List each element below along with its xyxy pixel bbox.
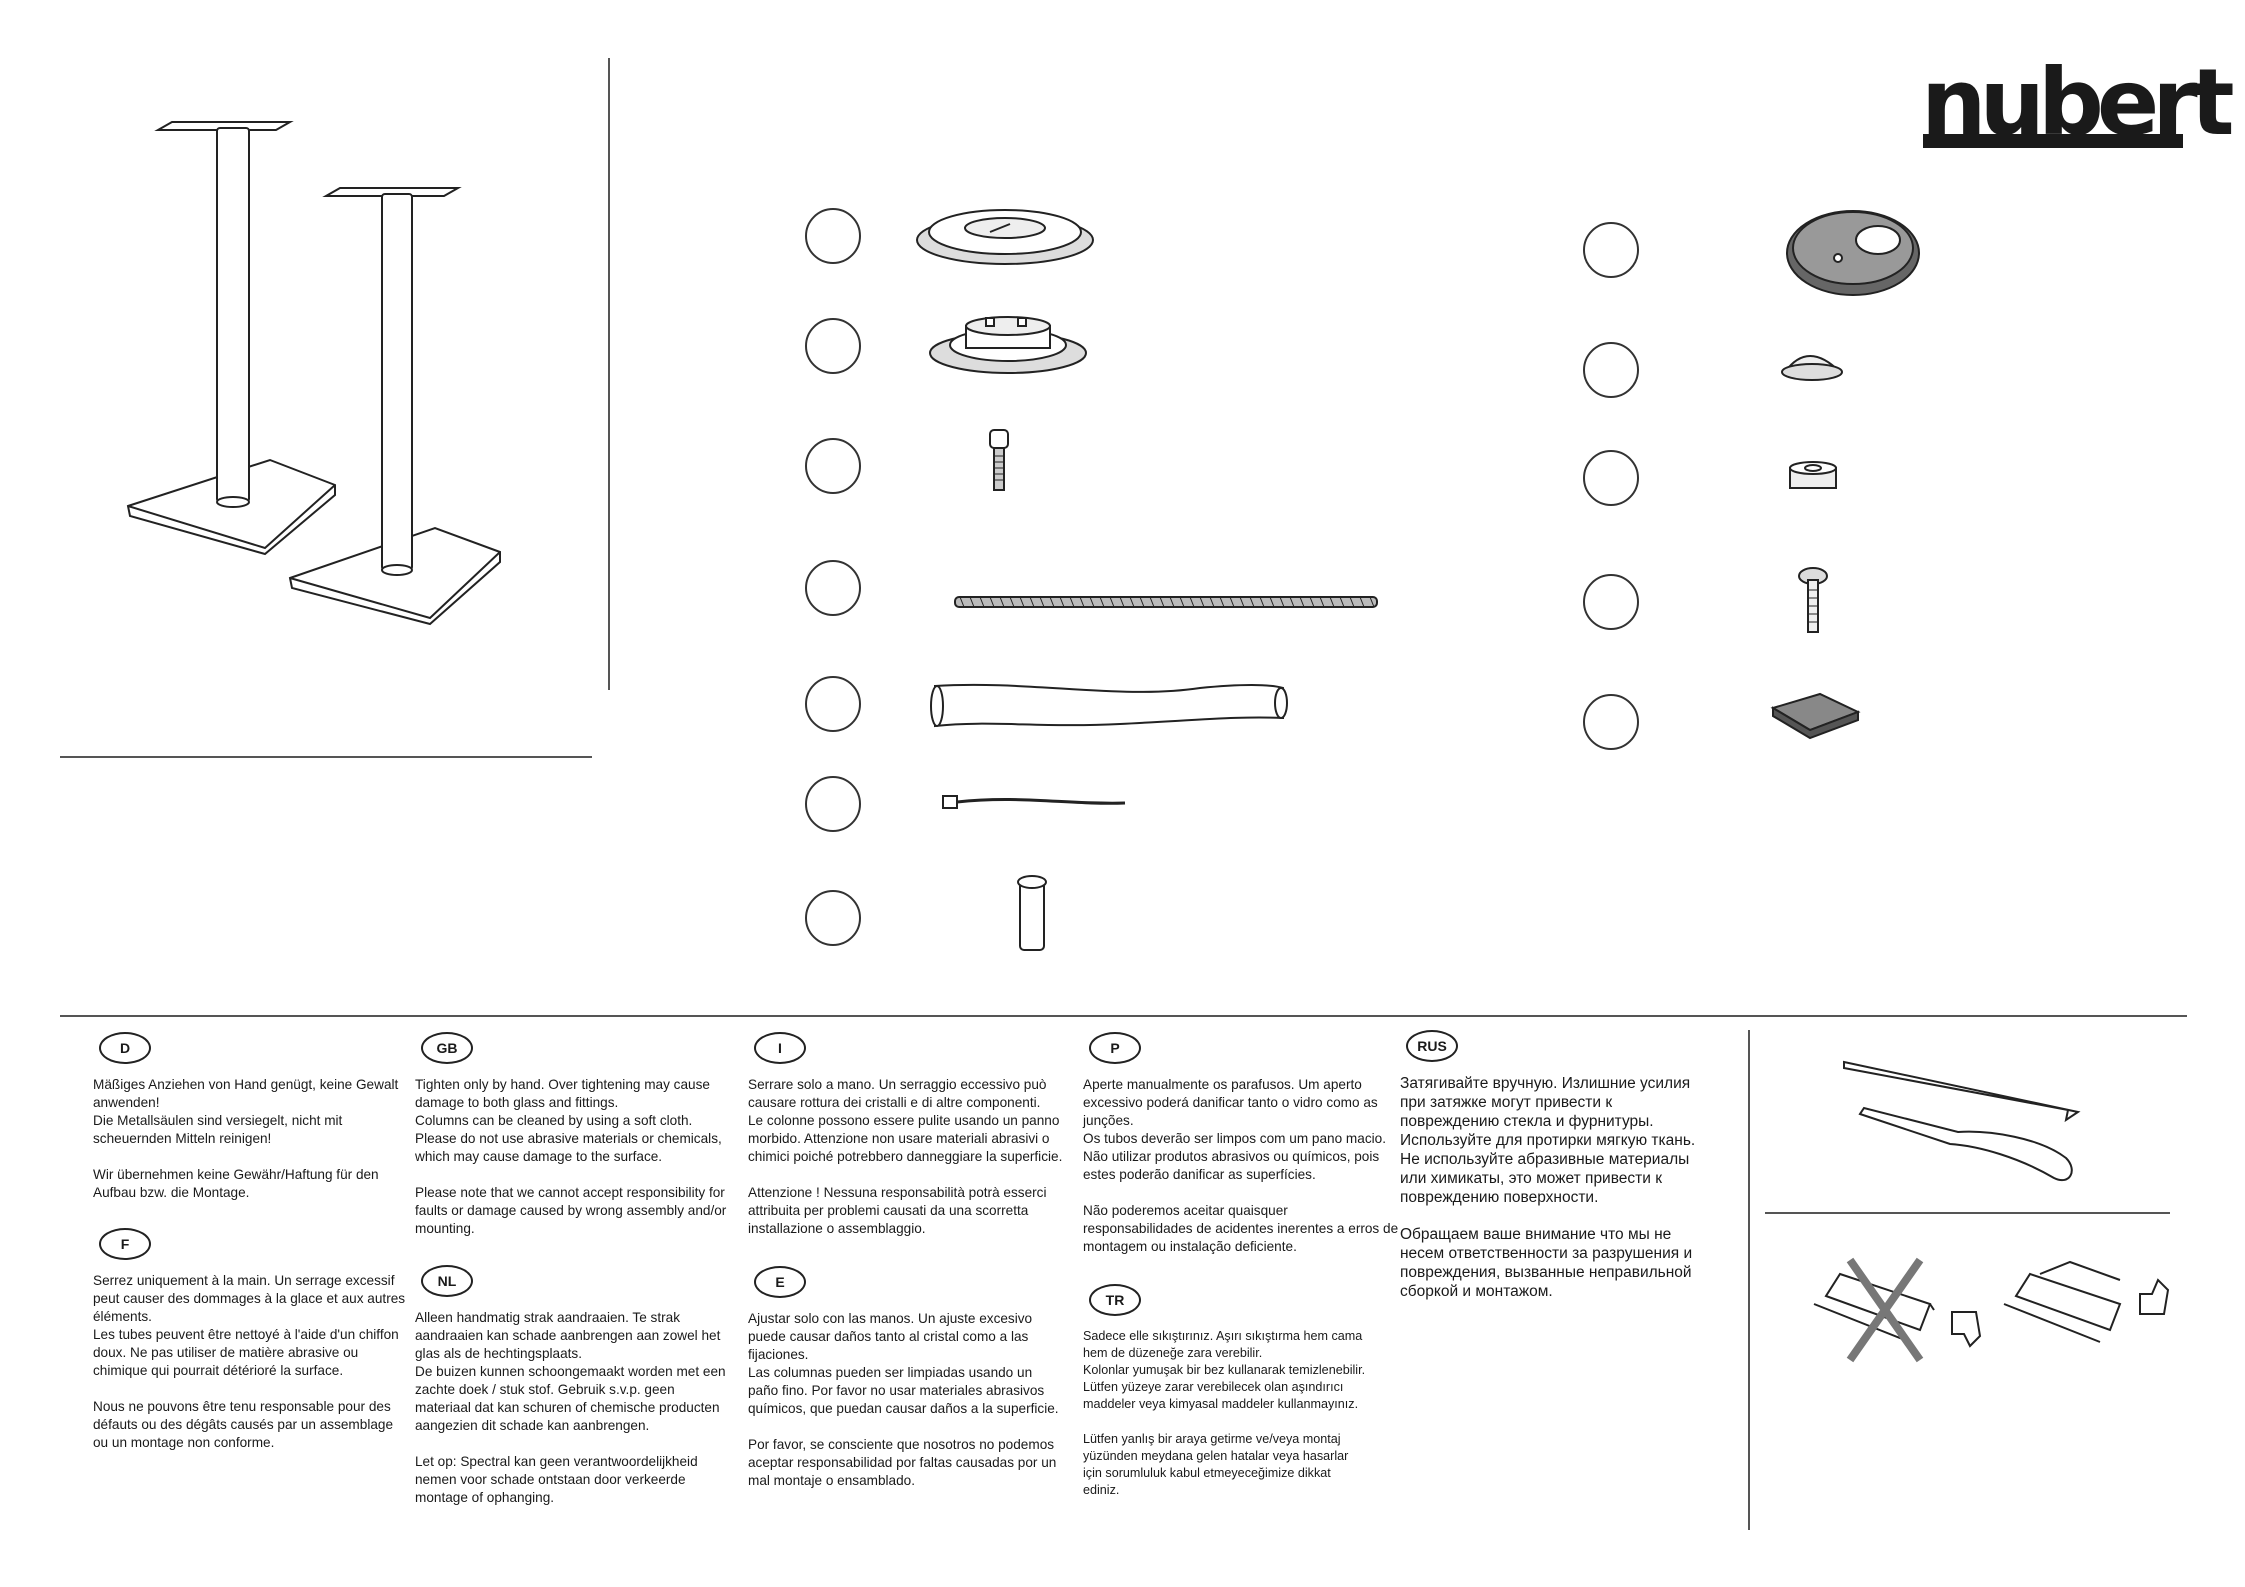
base-plate-disc-icon — [1787, 211, 1919, 295]
spike-screw-icon — [1799, 568, 1827, 632]
cable-tie-icon — [943, 796, 1125, 808]
instructions-pt — [1083, 1032, 1413, 1274]
instructions-fr-paragraph-1: Serrez uniquement à la main. Un serrage excessif peut causer des dommages à la glace et aux autres éléments. Les tubes peuvent être nettoyé à l'aide d'un chiffon doux. Ne pas utiliser de matière abrasive ou chimique qui pourrait détérioré la surface. — [93, 1273, 406, 1378]
thumbs-up-icon — [2140, 1280, 2168, 1314]
language-badge-fr: F — [99, 1228, 151, 1260]
instructions-nl-paragraph-2: Let op: Spectral kan geen verantwoordelijkheid nemen voor schade ontstaan door verkeerde montage of ophanging. — [415, 1454, 698, 1505]
instructions-gb-paragraph-1: Tighten only by hand. Over tightening may cause damage to both glass and fittings. Columns can be cleaned by using a soft cloth. Please do not use abrasive materials or chemicals, which may cause damage to the surface. — [415, 1077, 722, 1164]
instructions-pt-paragraph-2: Não poderemos aceitar quaisquer responsabilidades de acidentes inerentes a erros de montagem ou instalação deficiente. — [1083, 1203, 1399, 1254]
instructions-nl — [415, 1265, 745, 1525]
instructions-de — [93, 1032, 423, 1220]
instructions-divider — [60, 1015, 2187, 1017]
instructions-pt-paragraph-1: Aperte manualmente os parafusos. Um aperto excessivo poderá danificar tanto o vidro como as junções. Os tubos deverão ser limpos com um pano macio. Não utilizar produtos abrasivos ou químicos, pois estes poderão danificar as superfícies. — [1083, 1077, 1386, 1182]
language-badge-nl: NL — [421, 1265, 473, 1297]
threaded-rod-icon — [955, 597, 1377, 607]
base-flange-icon — [930, 317, 1086, 373]
instructions-it-paragraph-2: Attenzione ! Nessuna responsabilità potrà esserci attribuita per problemi causati da una scorretta installazione o assemblaggio. — [748, 1185, 1047, 1236]
instructions-es — [748, 1266, 1078, 1508]
tools-vertical-divider — [1748, 1030, 1750, 1530]
instructions-de-paragraph-1: Mäßiges Anziehen von Hand genügt, keine Gewalt anwenden! Die Metallsäulen sind versiegelt, nicht mit scheuernden Mitteln reinigen! — [93, 1077, 399, 1146]
language-badge-tr: TR — [1089, 1284, 1141, 1316]
language-badge-es: E — [754, 1266, 806, 1298]
instructions-rus-paragraph-1: Затягивайте вручную. Излишние усилия при затяжке могут привести к повреждению стекла и фурнитуры. Используйте для протирки мягкую ткань. Не используйте абразивные материалы или химикаты, это может привести к повреждению поверхности. — [1400, 1075, 1696, 1206]
instructions-it — [748, 1032, 1078, 1256]
instructions-rus — [1400, 1030, 1720, 1319]
logo-text: nubert — [1921, 49, 2228, 156]
felt-pad-icon — [1773, 694, 1858, 738]
instructions-tr — [1083, 1284, 1413, 1517]
foam-tube-icon — [931, 685, 1287, 726]
instructions-tr-paragraph-2: Lütfen yanlış bir araya getirme ve/veya montaj yüzünden meydana gelen hatalar veya hasarlar için sorumluluk kabul etmeyeceğimize dikkat ediniz. — [1083, 1432, 1349, 1497]
instructions-rus-paragraph-2: Обращаем ваше внимание что мы не несем ответственности за разрушения и повреждения, вызванные неправильной сборкой и монтажом. — [1400, 1226, 1693, 1300]
instructions-tr-paragraph-1: Sadece elle sıkıştırınız. Aşırı sıkıştırma hem cama hem de düzeneğe zara verebilir. Kolonlar yumuşak bir bez kullanarak temizlenebilir. Lütfen yüzeye zarar verebilecek olan aşındırıcı maddeler veya kimyasal maddeler kullanmayınız. — [1083, 1329, 1366, 1411]
instructions-fr-paragraph-2: Nous ne pouvons être tenu responsable pour des défauts ou des dégâts causés par un assemblage ou un montage non conforme. — [93, 1399, 394, 1450]
language-badge-gb: GB — [421, 1032, 473, 1064]
instructions-es-paragraph-1: Ajustar solo con las manos. Un ajuste excesivo puede causar daños tanto al cristal como a las fijaciones. Las columnas pueden ser limpiadas usando un paño fino. Por favor no usar materiales abrasivos químicos, que puedan causar daños a la superficie. — [748, 1311, 1059, 1416]
spacer-ring-icon — [1790, 462, 1836, 488]
language-badge-it: I — [754, 1032, 806, 1064]
tools-divider — [1765, 1212, 2170, 1214]
language-badge-de: D — [99, 1032, 151, 1064]
surface-warning-illustration — [1810, 1250, 2190, 1380]
instructions-fr — [93, 1228, 423, 1470]
barrel-nut-icon — [1018, 876, 1046, 950]
instructions-es-paragraph-2: Por favor, se consciente que nosotros no podemos aceptar responsabilidad por faltas causadas por un mal montaje o ensamblado. — [748, 1437, 1057, 1488]
rubber-foot-icon — [1782, 356, 1842, 380]
instructions-it-paragraph-1: Serrare solo a mano. Un serraggio eccessivo può causare rottura dei cristalli e di altre componenti. Le colonne possono essere pulite usando un panno morbido. Attenzione non usare materiali abrasivi o chimici poiché potrebbero danneggiare la superficie. — [748, 1077, 1063, 1164]
thumbs-down-icon — [1952, 1312, 1980, 1346]
instructions-nl-paragraph-1: Alleen handmatig strak aandraaien. Te strak aandraaien kan schade aanbrengen aan zowel het glas als de hechtingsplaats. De buizen kunnen schoongemaakt worden met een zachte doek / stuk stof. Gebruik s.v.p. geen materiaal dat kan schuren of chemische producten aangezien dit schade kan aanbrengen. — [415, 1310, 726, 1433]
hex-screw-icon — [990, 430, 1008, 490]
top-plate-icon — [917, 210, 1093, 264]
language-badge-rus: RUS — [1406, 1030, 1458, 1062]
language-badge-pt: P — [1089, 1032, 1141, 1064]
instructions-de-paragraph-2: Wir übernehmen keine Gewähr/Haftung für den Aufbau bzw. die Montage. — [93, 1167, 379, 1200]
instructions-gb-paragraph-2: Please note that we cannot accept responsibility for faults or damage caused by wrong assembly and/or mounting. — [415, 1185, 727, 1236]
instructions-gb — [415, 1032, 745, 1256]
screwdriver-icon — [1860, 1108, 2072, 1180]
tools-illustration — [1840, 1050, 2100, 1190]
